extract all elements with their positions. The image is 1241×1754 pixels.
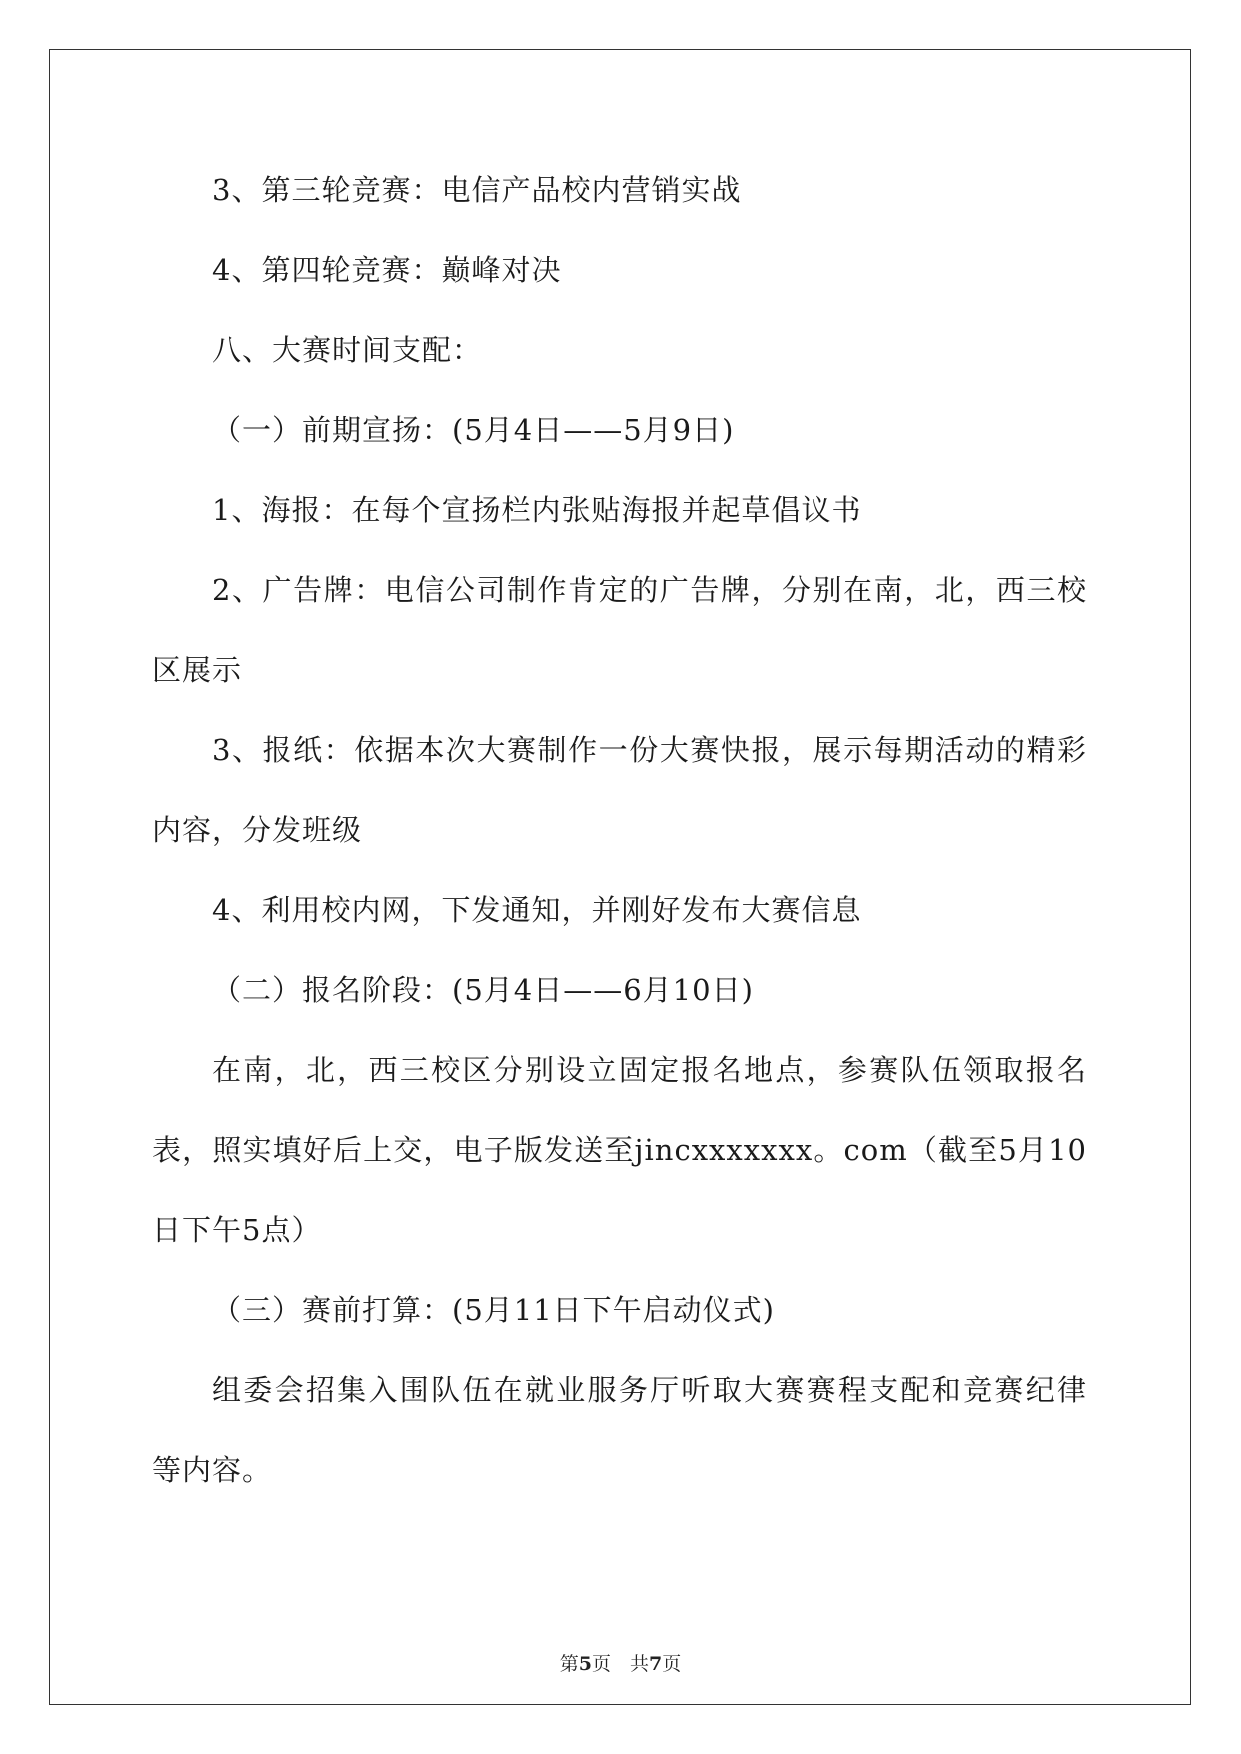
paragraph-line: 3、报纸：依据本次大赛制作一份大赛快报，展示每期活动的精彩	[212, 733, 1087, 767]
paragraph-line: 在南，北，西三校区分别设立固定报名地点，参赛队伍领取报名	[212, 1053, 1087, 1087]
footer-suffix: 页	[662, 1653, 682, 1675]
subsection-heading: （一）前期宣扬：(5月4日——5月9日)	[212, 413, 735, 447]
page-footer	[0, 1652, 1241, 1676]
subsection-heading: （三）赛前打算：(5月11日下午启动仪式)	[212, 1293, 775, 1327]
section-heading: 八、大赛时间支配：	[212, 333, 483, 367]
paragraph-line: 区展示	[152, 653, 243, 687]
paragraph-line: 2、广告牌：电信公司制作肯定的广告牌，分别在南，北，西三校	[212, 573, 1087, 607]
footer-prefix: 第	[559, 1653, 579, 1675]
paragraph-line: 日下午5点）	[152, 1213, 322, 1247]
paragraph-line: 组委会招集入围队伍在就业服务厅听取大赛赛程支配和竞赛纪律	[212, 1373, 1087, 1407]
paragraph-line: 表，照实填好后上交，电子版发送至jincxxxxxxx。com（截至5月10	[152, 1133, 1087, 1167]
subsection-heading: （二）报名阶段：(5月4日——6月10日)	[212, 973, 754, 1007]
current-page-number: 5	[578, 1653, 592, 1675]
paragraph-line: 3、第三轮竞赛：电信产品校内营销实战	[212, 173, 742, 207]
paragraph-line: 内容，分发班级	[152, 813, 363, 847]
paragraph-line: 等内容。	[152, 1453, 273, 1487]
paragraph-line: 4、利用校内网，下发通知，并刚好发布大赛信息	[212, 893, 862, 927]
paragraph-line: 1、海报：在每个宣扬栏内张贴海报并起草倡议书	[212, 493, 862, 527]
paragraph-line: 4、第四轮竞赛：巅峰对决	[212, 253, 562, 287]
footer-mid: 页 共	[591, 1653, 649, 1675]
total-page-number: 7	[649, 1653, 663, 1675]
